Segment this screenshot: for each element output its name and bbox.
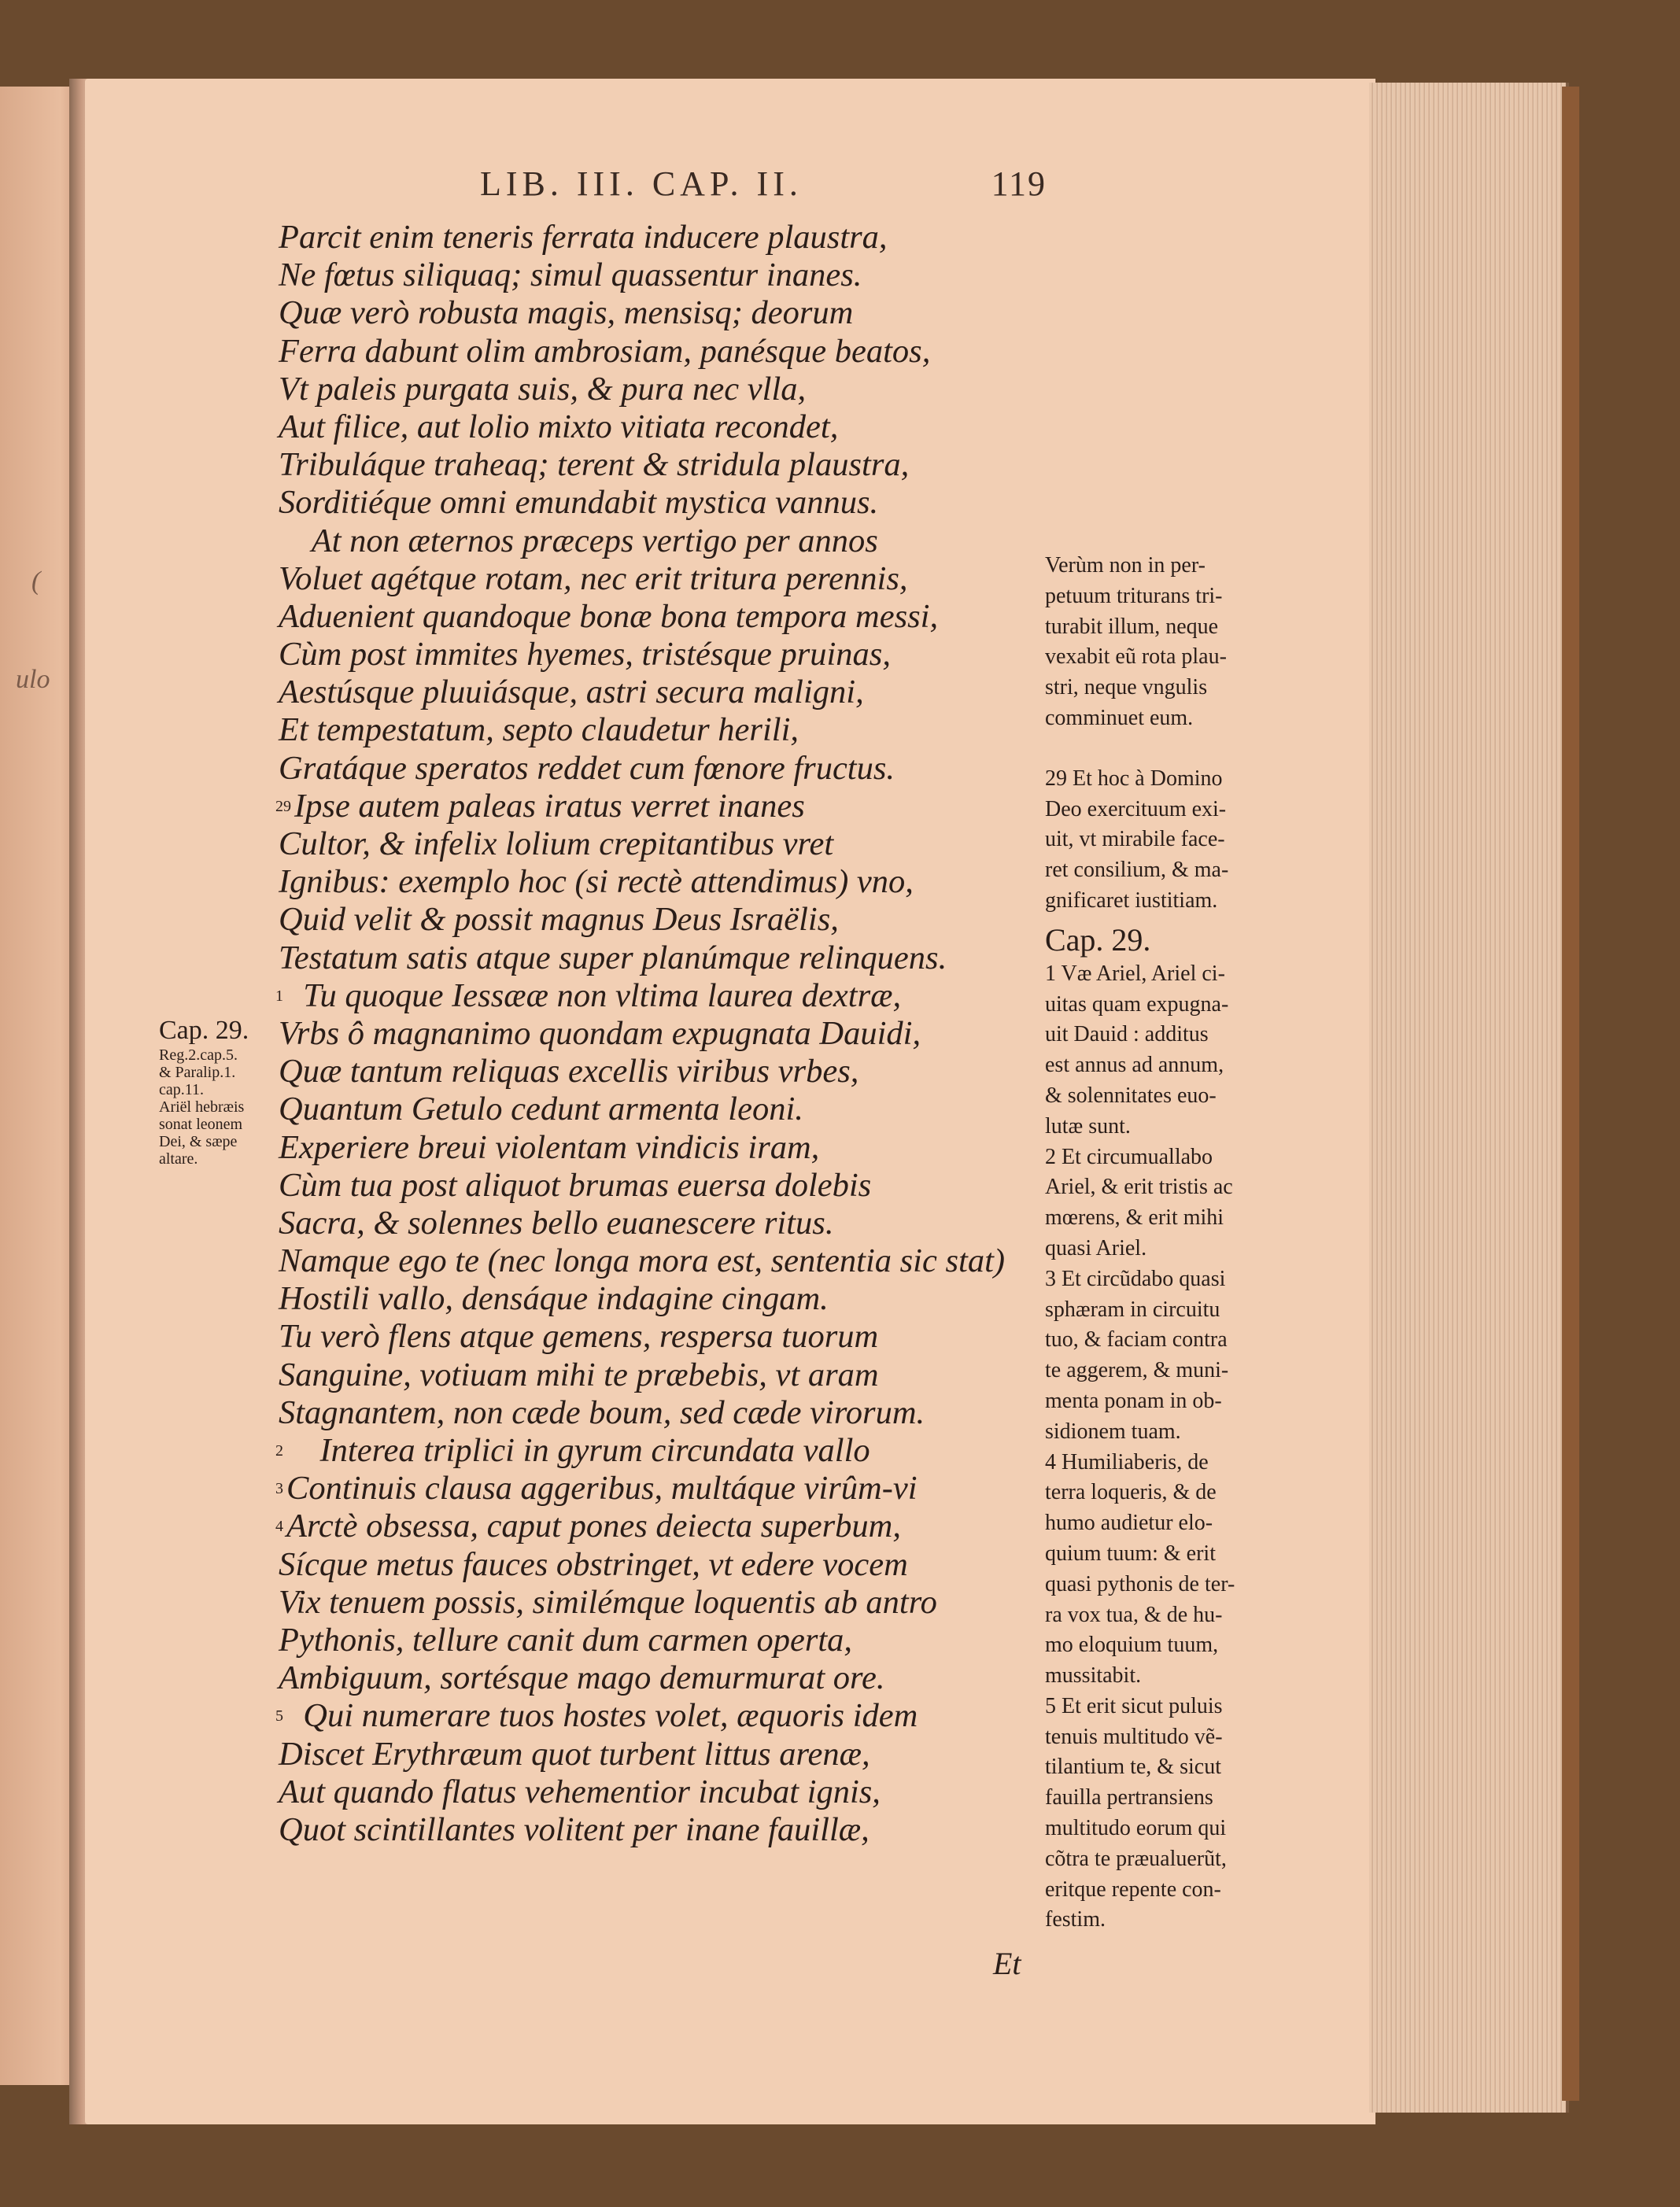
poem-line: Gratáque speratos reddet cum fœnore fructus. [279,749,895,787]
poem-line: Sanguine, votiuam mihi te præbebis, vt aram [279,1356,879,1393]
margin-line: ra vox tua, & de hu- [1045,1602,1223,1627]
margin-line: comminuet eum. [1045,705,1194,730]
poem-line: $^{29}$Ipse autem paleas iratus verret inanes [275,787,805,825]
running-header [480,164,1047,204]
poem-line: Quid velit & possit magnus Deus Israëlis, [279,901,839,939]
poem-line: Aduenient quandoque bonæ bona tempora messi, [279,597,939,635]
running-head: LIB. III. CAP. II. [480,164,803,203]
margin-note-line: Dei, & sæpe [159,1133,238,1150]
poem-line: Experiere breui violentam vindicis iram, [279,1128,820,1166]
poem-line: Quantum Getulo cedunt armenta leoni. [279,1091,803,1128]
margin-line: festim. [1045,1907,1106,1932]
margin-line: sidionem tuam. [1045,1419,1181,1444]
folio-number: 119 [991,164,1047,203]
margin-line: fauilla pertransiens [1045,1785,1213,1810]
margin-line: 5 Et erit sicut puluis [1045,1693,1223,1718]
poem-line: Hostili vallo, densáque indagine cingam. [279,1280,829,1318]
poem-line: Cùm post immites hyemes, tristésque pruinas, [279,636,891,674]
margin-line: 2 Et circumuallabo [1045,1144,1213,1169]
margin-line: 1 Væ Ariel, Ariel ci- [1045,961,1225,986]
margin-line: humo audietur elo- [1045,1511,1213,1536]
margin-line: uit Dauid : additus [1045,1022,1209,1047]
poem-line: Tu verò flens atque gemens, respersa tuorum [279,1318,879,1356]
poem-line: Namque ego te (nec longa mora est, sententia sic stat) [279,1242,1006,1280]
margin-note-line: cap.11. [159,1081,205,1098]
poem-line: Aut filice, aut lolio mixto vitiata recondet, [279,408,839,445]
margin-line: menta ponam in ob- [1045,1388,1222,1413]
chapter-marker: Cap. 29. [159,1016,249,1045]
poem-line: Aut quando flatus vehementior incubat ignis, [279,1773,881,1810]
poem-line: Vt paleis purgata suis, & pura nec vlla, [279,370,807,408]
margin-line: mœrens, & erit mihi [1045,1205,1224,1231]
margin-line: uitas quam expugna- [1045,991,1229,1017]
margin-line: multitudo eorum qui [1045,1816,1227,1841]
poem-line: Sícque metus fauces obstringet, vt edere vocem [279,1545,908,1583]
poem-line: Vrbs ô magnanimo quondam expugnata Dauidi, [279,1014,921,1052]
poem-text [275,219,1031,1849]
page-edges [1369,83,1569,2113]
poem-line: Ambiguum, sortésque mago demurmurat ore. [279,1659,885,1697]
poem-line: Quot scintillantes volitent per inane fauillæ, [279,1810,870,1848]
poem-line: Tribuláque traheaq; terent & stridula plaustra, [279,446,910,484]
margin-line: turabit illum, neque [1045,614,1219,639]
book-cover-edge [1562,87,1579,2101]
poem-line: Testatum satis atque super planúmque relinquens. [279,939,947,976]
margin-line: quasi pythonis de ter- [1045,1571,1235,1596]
poem-line: $^2$ Interea triplici in gyrum circundata vallo [275,1432,870,1469]
poem-line: Et tempestatum, septo claudetur herili, [279,711,799,749]
poem-line: Aestúsque pluuiásque, astri secura maligni, [279,674,864,711]
poem-line: Ne fœtus siliquaq; simul quassentur inanes. [279,256,862,294]
margin-line: sphæram in circuitu [1045,1297,1220,1322]
margin-line: Verùm non in per- [1045,553,1206,578]
margin-line: terra loqueris, & de [1045,1480,1217,1505]
poem-line: $^1$ Tu quoque Iessææ non vltima laurea dextræ, [275,976,902,1014]
left-page-fragment: ulo [16,665,50,694]
margin-line: est annus ad annum, [1045,1053,1224,1078]
margin-line: eritque repente con- [1045,1877,1221,1902]
poem-line: Voluet agétque rotam, nec erit tritura perennis, [279,559,908,597]
left-margin-note [159,1015,285,1168]
poem-line: $^4$Arctè obsessa, caput pones deiecta superbum, [275,1508,901,1545]
margin-line: lutæ sunt. [1045,1113,1131,1139]
margin-line: te aggerem, & muni- [1045,1358,1229,1383]
margin-line: quasi Ariel. [1045,1235,1147,1260]
poem-line: Cùm tua post aliquot brumas euersa dolebis [279,1166,872,1204]
margin-line: 4 Humiliaberis, de [1045,1449,1209,1474]
margin-line: quium tuum: & erit [1045,1541,1216,1566]
margin-line: 29 Et hoc à Domino [1045,766,1223,791]
margin-line: petuum triturans tri- [1045,583,1223,608]
margin-line: tenuis multitudo vẽ- [1045,1724,1223,1749]
margin-note-line: altare. [159,1150,198,1168]
margin-line: gnificaret iustitiam. [1045,888,1218,913]
poem-line: Quæ tantum reliquas excellis viribus vrbes, [279,1053,859,1091]
margin-note-line: Ariël hebræis [159,1098,245,1116]
poem-line: Ferra dabunt olim ambrosiam, panésque beatos, [279,332,931,370]
poem-line: Pythonis, tellure canit dum carmen operta, [279,1621,853,1659]
margin-line: tuo, & faciam contra [1045,1327,1228,1353]
poem-line: $^3$Continuis clausa aggeribus, multáque virûm-vi [275,1470,918,1508]
poem-line: Parcit enim teneris ferrata inducere plaustra, [279,219,888,256]
margin-line: ret consilium, & ma- [1045,858,1229,883]
margin-note-line: sonat leonem [159,1116,243,1133]
margin-line: cõtra te præualuerũt, [1045,1846,1227,1871]
margin-note-line: Reg.2.cap.5. [159,1046,238,1064]
margin-line: mo eloquium tuum, [1045,1633,1219,1658]
margin-line: uit, vt mirabile face- [1045,827,1225,852]
margin-line: Deo exercituum exi- [1045,796,1227,821]
margin-note-line: & Paralip.1. [159,1064,236,1081]
margin-line: vexabit eũ rota plau- [1045,644,1227,670]
poem-line: Sorditiéque omni emundabit mystica vannus. [279,484,879,522]
poem-line: Cultor, & infelix lolium crepitantibus vret [279,825,834,862]
right-margin-vulgate [1045,551,1281,1936]
margin-line: 3 Et circũdabo quasi [1045,1266,1226,1291]
left-page-fragment: ( [31,567,41,596]
margin-line: Ariel, & erit tristis ac [1045,1175,1233,1200]
poem-line: Sacra, & solennes bello euanescere ritus. [279,1204,834,1242]
margin-line: & solennitates euo- [1045,1083,1217,1108]
poem-line: Discet Erythræum quot turbent littus arenæ, [279,1735,870,1773]
catchword: Et [993,1946,1021,1981]
poem-line: Quæ verò robusta magis, mensisq; deorum [279,294,854,332]
poem-line: Vix tenuem possis, similémque loquentis ab antro [279,1583,937,1621]
chapter-marker: Cap. 29. [1045,921,1151,958]
poem-line: Ignibus: exemplo hoc (si rectè attendimus) vno, [279,863,914,901]
poem-line: $^5$ Qui numerare tuos hostes volet, æquoris idem [275,1697,918,1735]
margin-line: mussitabit. [1045,1663,1142,1688]
poem-line: Stagnantem, non cæde boum, sed cæde virorum. [279,1393,925,1431]
margin-line: tilantium te, & sicut [1045,1755,1221,1780]
margin-line: stri, neque vngulis [1045,675,1208,700]
poem-line: At non æternos præceps vertigo per annos [279,522,878,559]
